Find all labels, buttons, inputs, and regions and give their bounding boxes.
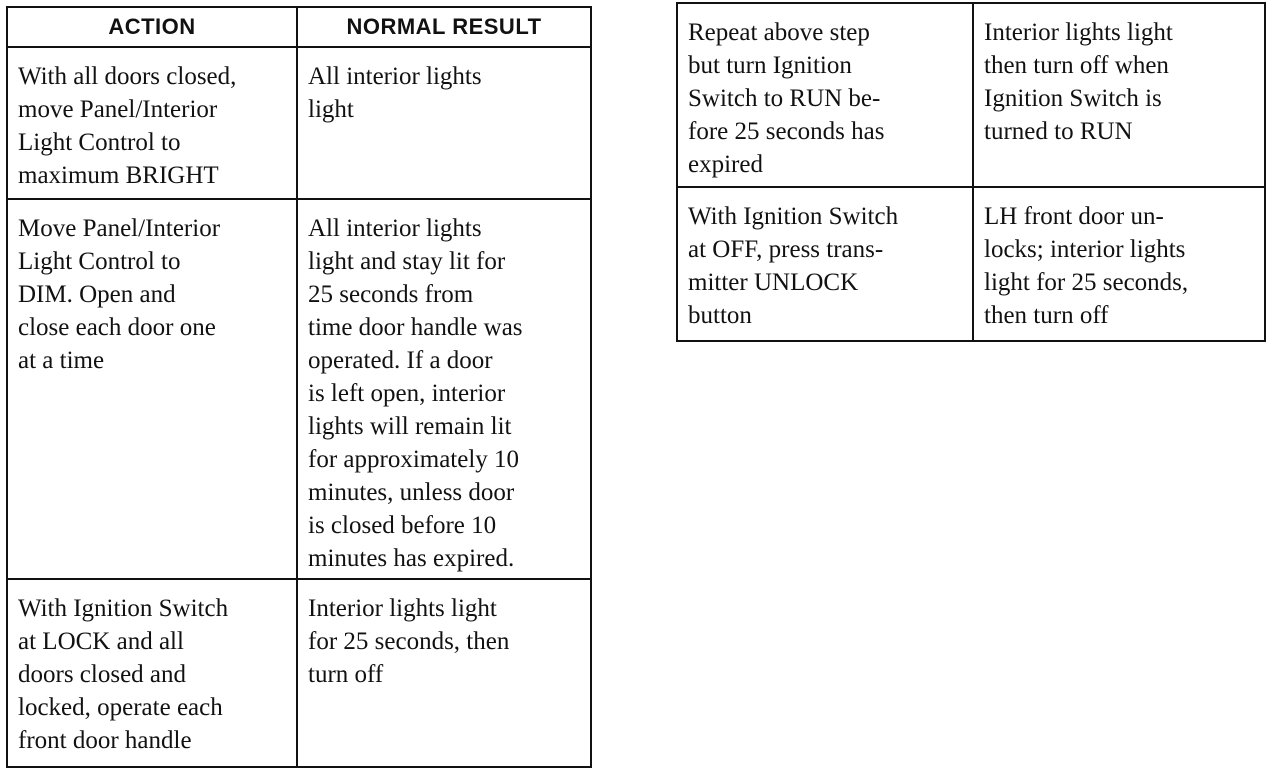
action-cell <box>677 3 973 187</box>
result-cell <box>297 199 591 579</box>
result-cell <box>297 579 591 767</box>
action-column-header: ACTION <box>7 7 297 47</box>
result-cell <box>973 3 1265 187</box>
action-cell <box>7 47 297 199</box>
action-text: With all doors closed, move Panel/Interior Light Control to maximum BRIGHT <box>18 63 237 189</box>
action-text: With Ignition Switch at OFF, press trans- mitter UNLOCK button <box>688 203 899 329</box>
normal-result-column-header: NORMAL RESULT <box>297 7 591 47</box>
table-header-row <box>7 7 591 47</box>
action-text: With Ignition Switch at LOCK and all doors closed and locked, operate each front door handle <box>18 595 229 754</box>
table-row <box>677 187 1265 341</box>
action-cell <box>7 199 297 579</box>
result-cell <box>973 187 1265 341</box>
table-row <box>7 579 591 767</box>
table-row <box>677 3 1265 187</box>
result-text: All interior lights light and stay lit for 25 seconds from time door handle was operated. If a door is left open, interior lights will remain lit for approximately 10 minutes, unless door is closed before 10 minutes has expired. <box>308 215 523 572</box>
result-text: Interior lights light then turn off when Ignition Switch is turned to RUN <box>984 19 1173 145</box>
result-text: LH front door un- locks; interior lights light for 25 seconds, then turn off <box>984 203 1189 329</box>
action-result-table-right <box>676 2 1266 342</box>
action-text: Move Panel/Interior Light Control to DIM. Open and close each door one at a time <box>18 215 221 374</box>
result-text: All interior lights light <box>308 63 482 123</box>
result-cell <box>297 47 591 199</box>
table-row <box>7 47 591 199</box>
result-text: Interior lights light for 25 seconds, then turn off <box>308 595 510 688</box>
table-row <box>7 199 591 579</box>
action-cell <box>7 579 297 767</box>
action-result-table-left <box>6 6 592 768</box>
action-cell <box>677 187 973 341</box>
action-text: Repeat above step but turn Ignition Switch to RUN be- fore 25 seconds has expired <box>688 19 885 178</box>
